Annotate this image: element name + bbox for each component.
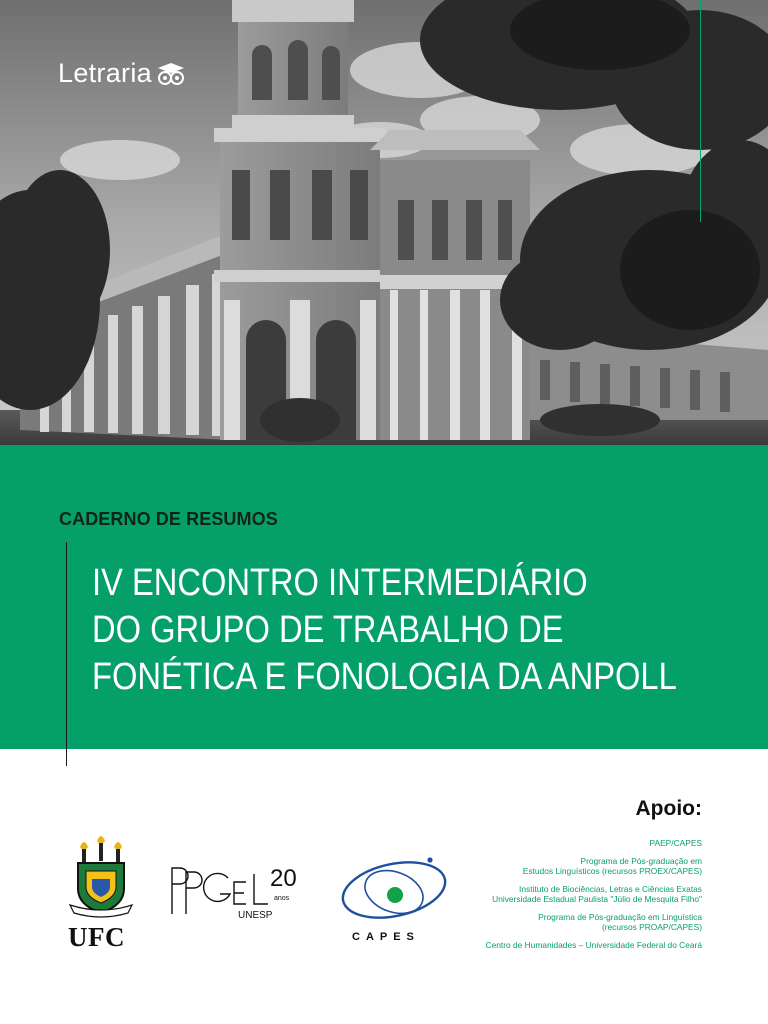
cover-photo (0, 0, 768, 445)
support-line: Estudos Linguísticos (recursos PROEX/CAPES) (522, 866, 702, 876)
support-list (486, 838, 702, 957)
ufc-crest-icon (66, 835, 136, 923)
support-item (486, 940, 702, 951)
support-line: Instituto de Biociências, Letras e Ciências Exatas (519, 883, 702, 894)
support-item (486, 912, 702, 933)
letraria-logo (58, 58, 186, 89)
support-line: PAEP/CAPES (649, 838, 702, 848)
capes-orbit-icon (334, 854, 458, 946)
support-item (486, 884, 702, 905)
ppgel-years-suffix: anos (274, 895, 290, 902)
ppgel-years: 20 (270, 865, 297, 892)
ppgel-logo (166, 862, 308, 927)
ppgel-institution: UNESP (238, 910, 273, 921)
title-divider (66, 542, 67, 766)
brand-name: Letraria (58, 58, 152, 88)
capes-label: CAPES (352, 931, 420, 943)
support-line: Centro de Humanidades – Universidade Federal do Ceará (485, 939, 702, 950)
ufc-logo (66, 835, 136, 928)
owl-icon (156, 63, 186, 85)
support-title: Apoio: (635, 797, 702, 820)
ppgel-mark-icon (166, 862, 308, 922)
support-item (486, 838, 702, 849)
support-line: Programa de Pós-graduação em (580, 855, 702, 866)
support-line: Programa de Pós-graduação em Linguística (538, 911, 702, 922)
support-line: Universidade Estadual Paulista "Júlio de Mesquita Filho" (492, 894, 702, 904)
capes-logo (334, 854, 458, 951)
kicker: CADERNO DE RESUMOS (59, 509, 278, 529)
cover-title (92, 560, 677, 701)
support-line: (recursos PROAP/CAPES) (601, 922, 702, 932)
ufc-label: UFC (68, 922, 125, 952)
support-item (486, 856, 702, 877)
title-line: FONÉTICA E FONOLOGIA DA ANPOLL (92, 656, 677, 698)
title-line: DO GRUPO DE TRABALHO DE (92, 609, 564, 651)
title-line: IV ENCONTRO INTERMEDIÁRIO (92, 562, 588, 604)
photo-divider (700, 0, 701, 222)
